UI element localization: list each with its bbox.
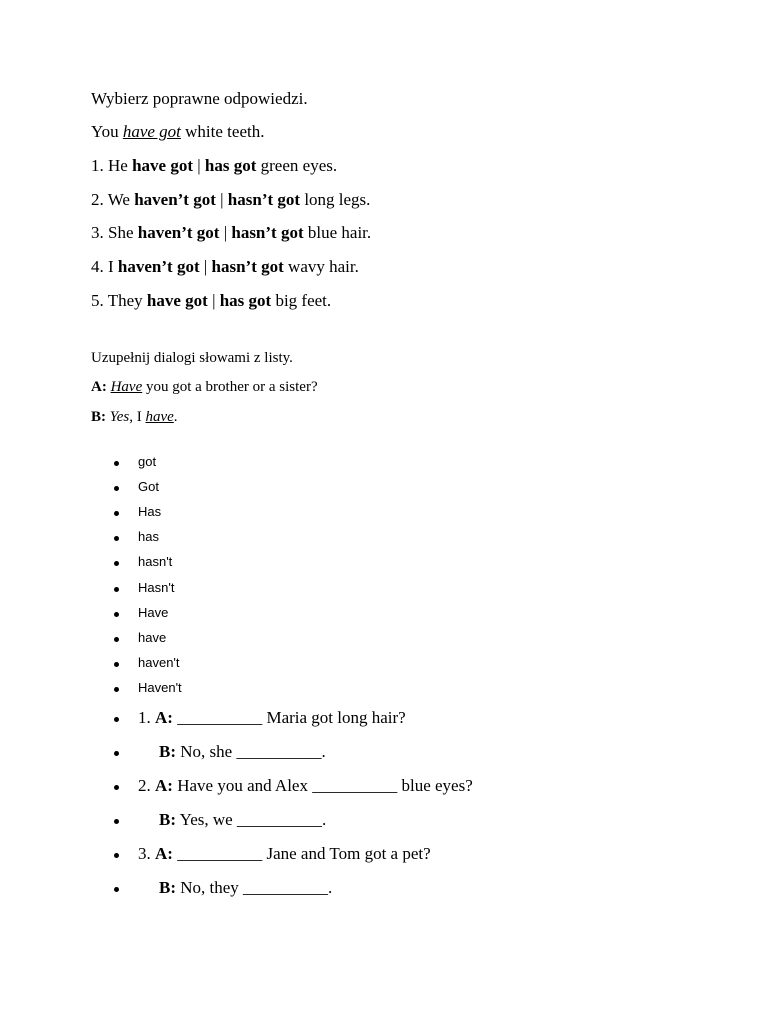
dialogue-line-3a: 3. A: __________ Jane and Tom got a pet? [138, 844, 431, 863]
task1-item-3: 3. She haven’t got | hasn’t got blue hair. [91, 223, 372, 242]
bullet-icon [114, 587, 119, 592]
answer-blank[interactable]: __________ [312, 776, 398, 795]
dialogue-line-2a: 2. A: Have you and Alex __________ blue eyes? [138, 776, 473, 795]
bullet-icon [114, 511, 119, 516]
option-1[interactable]: have got [132, 156, 193, 175]
list-item: hasn't [138, 554, 173, 569]
answer-blank[interactable]: __________ [236, 810, 322, 829]
bullet-icon [114, 785, 119, 790]
dialogue-line-3b: B: No, they __________. [159, 878, 333, 897]
bullet-icon [114, 486, 119, 491]
task1-item-2: 2. We haven’t got | hasn’t got long legs. [91, 190, 371, 209]
task1-item-5: 5. They have got | has got big feet. [91, 291, 332, 310]
option-2[interactable]: hasn’t got [227, 190, 301, 209]
dialogue-line-1b: B: No, she __________. [159, 742, 326, 761]
task2-instruction: Uzupełnij dialogi słowami z listy. [91, 350, 293, 366]
answer-blank[interactable]: __________ [177, 844, 263, 863]
task1-instruction: Wybierz poprawne odpowiedzi. [91, 89, 308, 108]
list-item: Hasn't [138, 580, 175, 595]
task2-example-a: A: Have you got a brother or a sister? [91, 379, 318, 395]
option-1[interactable]: haven’t got [134, 190, 216, 209]
bullet-icon [114, 717, 119, 722]
bullet-icon [114, 853, 119, 858]
bullet-icon [114, 637, 119, 642]
dialogue-line-2b: B: Yes, we __________. [159, 810, 327, 829]
bullet-icon [114, 461, 119, 466]
bullet-icon [114, 561, 119, 566]
bullet-icon [114, 687, 119, 692]
list-item: got [138, 454, 157, 469]
task1-item-1: 1. He have got | has got green eyes. [91, 156, 338, 175]
task1-item-4: 4. I haven’t got | hasn’t got wavy hair. [91, 257, 359, 276]
bullet-icon [114, 751, 119, 756]
task2-example-b: B: Yes, I have. [91, 409, 178, 425]
list-item: Got [138, 479, 159, 494]
option-1[interactable]: haven’t got [137, 223, 220, 242]
option-2[interactable]: has got [219, 291, 272, 310]
option-1[interactable]: haven’t got [117, 257, 200, 276]
option-1[interactable]: have got [146, 291, 208, 310]
bullet-icon [114, 612, 119, 617]
task1-example: You have got white teeth. [91, 122, 265, 141]
bullet-icon [114, 536, 119, 541]
option-2[interactable]: hasn’t got [231, 223, 304, 242]
option-2[interactable]: has got [204, 156, 257, 175]
list-item: has [138, 529, 159, 544]
bullet-icon [114, 819, 119, 824]
list-item: Have [138, 605, 169, 620]
list-item: Has [138, 504, 162, 519]
list-item: have [138, 630, 167, 645]
answer-blank[interactable]: __________ [177, 708, 263, 727]
dialogue-line-1a: 1. A: __________ Maria got long hair? [138, 708, 406, 727]
answer-blank[interactable]: __________ [243, 878, 329, 897]
list-item: Haven't [138, 680, 182, 695]
example-answer: have got [122, 122, 181, 141]
option-2[interactable]: hasn’t got [211, 257, 284, 276]
bullet-icon [114, 662, 119, 667]
example-answer: have [145, 409, 174, 425]
answer-blank[interactable]: __________ [236, 742, 322, 761]
example-answer: Have [110, 379, 143, 395]
list-item: haven't [138, 655, 180, 670]
bullet-icon [114, 887, 119, 892]
